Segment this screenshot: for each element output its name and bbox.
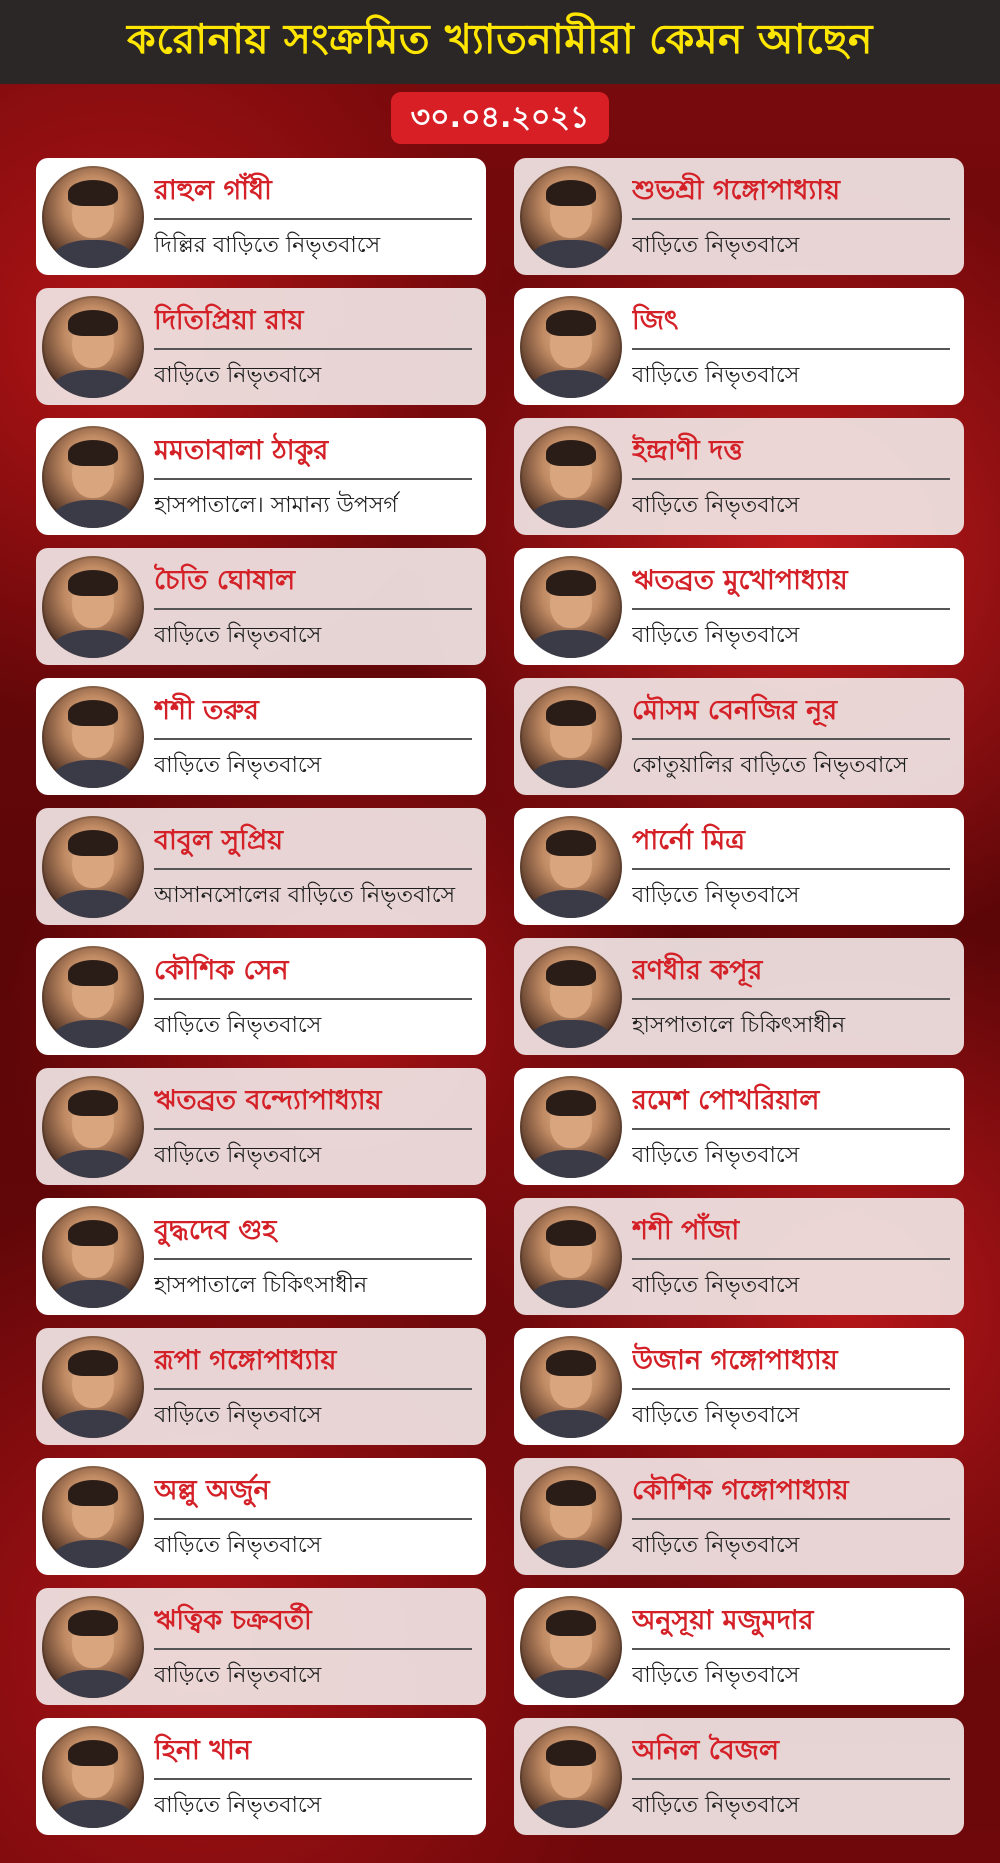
person-status: বাড়িতে নিভৃতবাসে bbox=[154, 753, 322, 778]
person-name: কৌশিক সেন bbox=[154, 955, 289, 986]
person-card bbox=[514, 1588, 964, 1705]
person-card bbox=[36, 418, 486, 535]
person-photo bbox=[520, 1596, 622, 1698]
person-photo bbox=[520, 1206, 622, 1308]
card-divider bbox=[154, 348, 472, 350]
person-card bbox=[514, 418, 964, 535]
person-card bbox=[514, 548, 964, 665]
person-name: মৌসম বেনজির নূর bbox=[632, 695, 838, 726]
card-divider bbox=[632, 478, 950, 480]
people-grid bbox=[36, 158, 964, 1835]
card-divider bbox=[632, 1128, 950, 1130]
person-name: বাবুল সুপ্রিয় bbox=[154, 825, 284, 856]
person-name: শশী পাঁজা bbox=[632, 1215, 740, 1246]
person-name: রাহুল গাঁধী bbox=[154, 175, 272, 206]
person-card bbox=[36, 678, 486, 795]
person-card bbox=[36, 808, 486, 925]
person-photo bbox=[42, 1206, 144, 1308]
person-card bbox=[36, 938, 486, 1055]
card-divider bbox=[632, 218, 950, 220]
person-card bbox=[36, 1458, 486, 1575]
date-badge: ৩০.০৪.২০২১ bbox=[391, 92, 609, 144]
person-status: বাড়িতে নিভৃতবাসে bbox=[632, 1793, 800, 1818]
person-photo bbox=[42, 426, 144, 528]
card-divider bbox=[154, 868, 472, 870]
person-status: বাড়িতে নিভৃতবাসে bbox=[154, 1793, 322, 1818]
person-card bbox=[514, 1068, 964, 1185]
person-card bbox=[36, 158, 486, 275]
person-status: দিল্লির বাড়িতে নিভৃতবাসে bbox=[154, 233, 381, 258]
person-card bbox=[36, 1198, 486, 1315]
person-photo bbox=[520, 296, 622, 398]
person-status: বাড়িতে নিভৃতবাসে bbox=[632, 1273, 800, 1298]
card-divider bbox=[632, 738, 950, 740]
person-photo bbox=[520, 1726, 622, 1828]
person-card bbox=[36, 548, 486, 665]
card-divider bbox=[632, 348, 950, 350]
person-photo bbox=[42, 1336, 144, 1438]
person-photo bbox=[520, 1076, 622, 1178]
person-name: ঋতব্রত বন্দ্যোপাধ্যায় bbox=[154, 1085, 382, 1116]
person-card bbox=[514, 1718, 964, 1835]
person-status: বাড়িতে নিভৃতবাসে bbox=[154, 1143, 322, 1168]
card-divider bbox=[632, 1518, 950, 1520]
person-name: উজান গঙ্গোপাধ্যায় bbox=[632, 1345, 838, 1376]
card-divider bbox=[632, 868, 950, 870]
person-card bbox=[36, 1588, 486, 1705]
person-status: আসানসোলের বাড়িতে নিভৃতবাসে bbox=[154, 883, 456, 908]
person-photo bbox=[42, 1076, 144, 1178]
person-card bbox=[514, 1458, 964, 1575]
person-status: বাড়িতে নিভৃতবাসে bbox=[154, 623, 322, 648]
person-name: অল্লু অর্জুন bbox=[154, 1475, 270, 1506]
person-status: হাসপাতালে। সামান্য উপসর্গ bbox=[154, 493, 398, 518]
card-divider bbox=[632, 1648, 950, 1650]
person-name: হিনা খান bbox=[154, 1735, 251, 1766]
person-status: বাড়িতে নিভৃতবাসে bbox=[632, 1403, 800, 1428]
person-photo bbox=[520, 946, 622, 1048]
person-photo bbox=[42, 816, 144, 918]
person-name: রূপা গঙ্গোপাধ্যায় bbox=[154, 1345, 337, 1376]
card-divider bbox=[154, 1778, 472, 1780]
card-divider bbox=[632, 1388, 950, 1390]
person-status: বাড়িতে নিভৃতবাসে bbox=[632, 1533, 800, 1558]
person-name: শশী তরুর bbox=[154, 695, 259, 726]
card-divider bbox=[154, 738, 472, 740]
person-status: বাড়িতে নিভৃতবাসে bbox=[632, 233, 800, 258]
header-bar bbox=[0, 0, 1000, 84]
person-status: বাড়িতে নিভৃতবাসে bbox=[632, 1663, 800, 1688]
card-divider bbox=[154, 608, 472, 610]
person-status: বাড়িতে নিভৃতবাসে bbox=[154, 1533, 322, 1558]
person-photo bbox=[520, 166, 622, 268]
person-name: রমেশ পোখরিয়াল bbox=[632, 1085, 820, 1116]
person-photo bbox=[42, 296, 144, 398]
card-divider bbox=[632, 1778, 950, 1780]
person-card bbox=[514, 158, 964, 275]
person-name: চৈতি ঘোষাল bbox=[154, 565, 296, 596]
person-status: কোতুয়ালির বাড়িতে নিভৃতবাসে bbox=[632, 753, 908, 778]
person-photo bbox=[42, 1726, 144, 1828]
card-divider bbox=[632, 1258, 950, 1260]
person-status: বাড়িতে নিভৃতবাসে bbox=[632, 1143, 800, 1168]
person-photo bbox=[42, 686, 144, 788]
person-card bbox=[514, 1198, 964, 1315]
person-photo bbox=[42, 946, 144, 1048]
card-divider bbox=[154, 998, 472, 1000]
person-name: বুদ্ধদেব গুহ bbox=[154, 1215, 277, 1246]
person-photo bbox=[520, 686, 622, 788]
card-divider bbox=[154, 1258, 472, 1260]
card-divider bbox=[632, 998, 950, 1000]
person-name: ঋত্বিক চক্রবর্তী bbox=[154, 1605, 312, 1636]
person-photo bbox=[42, 1466, 144, 1568]
person-name: ইন্দ্রাণী দত্ত bbox=[632, 435, 743, 466]
person-status: বাড়িতে নিভৃতবাসে bbox=[632, 363, 800, 388]
person-card bbox=[514, 808, 964, 925]
card-divider bbox=[632, 608, 950, 610]
person-status: বাড়িতে নিভৃতবাসে bbox=[154, 363, 322, 388]
person-card bbox=[36, 1068, 486, 1185]
card-divider bbox=[154, 478, 472, 480]
person-card bbox=[36, 288, 486, 405]
person-name: দিতিপ্রিয়া রায় bbox=[154, 305, 304, 336]
card-divider bbox=[154, 1388, 472, 1390]
person-status: বাড়িতে নিভৃতবাসে bbox=[154, 1403, 322, 1428]
person-photo bbox=[520, 1336, 622, 1438]
person-photo bbox=[42, 556, 144, 658]
person-name: অনুসূয়া মজুমদার bbox=[632, 1605, 814, 1636]
card-divider bbox=[154, 1128, 472, 1130]
person-name: জিৎ bbox=[632, 305, 679, 336]
card-divider bbox=[154, 1648, 472, 1650]
person-photo bbox=[520, 556, 622, 658]
person-card bbox=[36, 1718, 486, 1835]
card-divider bbox=[154, 1518, 472, 1520]
person-photo bbox=[520, 816, 622, 918]
card-divider bbox=[154, 218, 472, 220]
person-name: রণধীর কপূর bbox=[632, 955, 763, 986]
person-photo bbox=[520, 426, 622, 528]
person-name: ঋতব্রত মুখোপাধ্যায় bbox=[632, 565, 848, 596]
person-status: হাসপাতালে চিকিৎসাধীন bbox=[632, 1013, 846, 1038]
person-status: বাড়িতে নিভৃতবাসে bbox=[632, 883, 800, 908]
person-card bbox=[514, 938, 964, 1055]
person-photo bbox=[42, 1596, 144, 1698]
person-status: বাড়িতে নিভৃতবাসে bbox=[154, 1663, 322, 1688]
person-status: বাড়িতে নিভৃতবাসে bbox=[154, 1013, 322, 1038]
person-card bbox=[514, 288, 964, 405]
person-name: মমতাবালা ঠাকুর bbox=[154, 435, 329, 466]
person-photo bbox=[520, 1466, 622, 1568]
person-status: হাসপাতালে চিকিৎসাধীন bbox=[154, 1273, 368, 1298]
person-card bbox=[514, 1328, 964, 1445]
person-name: পার্নো মিত্র bbox=[632, 825, 745, 856]
person-name: কৌশিক গঙ্গোপাধ্যায় bbox=[632, 1475, 849, 1506]
person-name: শুভশ্রী গঙ্গোপাধ্যায় bbox=[632, 175, 840, 206]
person-status: বাড়িতে নিভৃতবাসে bbox=[632, 493, 800, 518]
person-card bbox=[36, 1328, 486, 1445]
person-name: অনিল বৈজল bbox=[632, 1735, 779, 1766]
person-status: বাড়িতে নিভৃতবাসে bbox=[632, 623, 800, 648]
page-title: করোনায় সংক্রমিত খ্যাতনামীরা কেমন আছেন bbox=[127, 14, 873, 63]
person-photo bbox=[42, 166, 144, 268]
person-card bbox=[514, 678, 964, 795]
